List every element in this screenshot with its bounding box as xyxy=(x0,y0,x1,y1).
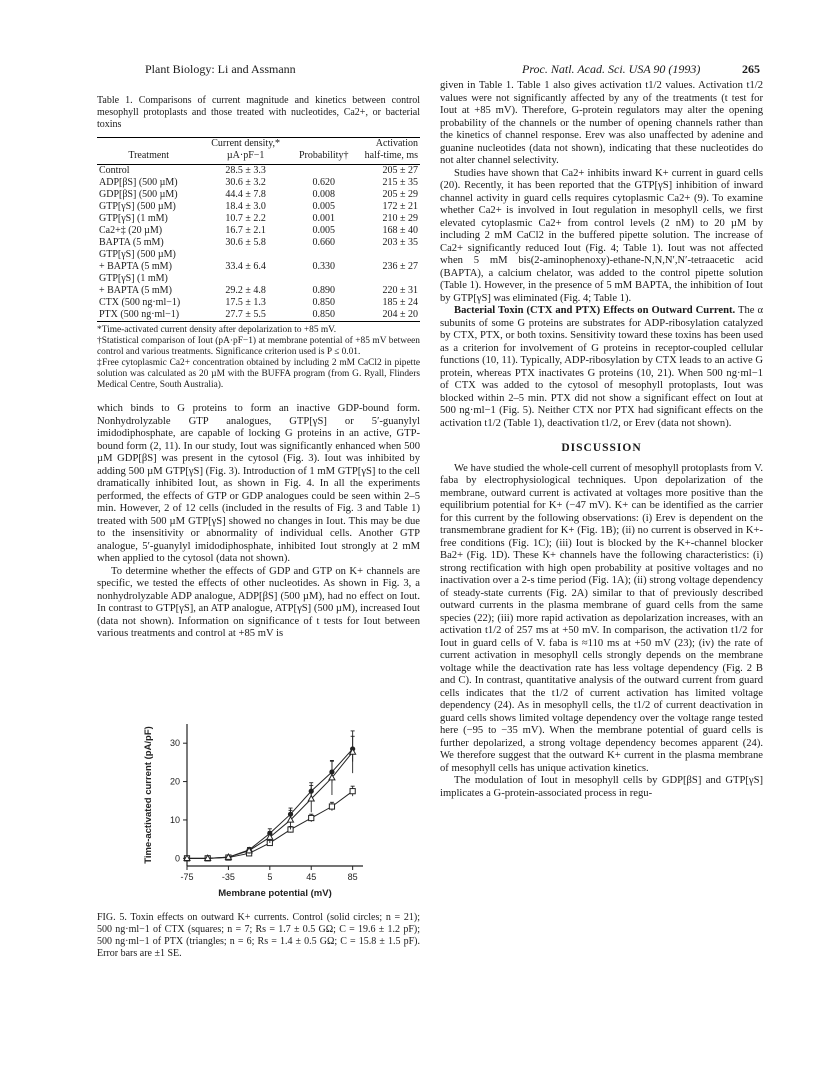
table-cell: GDP[βS] (500 µM) xyxy=(99,189,178,200)
table-cell: GTP[γS] (1 mM) xyxy=(99,213,168,224)
table-cell: 30.6 ± 5.8 xyxy=(225,237,266,248)
table-cell: 185 ± 24 xyxy=(382,297,418,308)
body-paragraph: The modulation of Iout in mesophyll cells by GDP[βS] and GTP[γS] implicates a G-protein-associated process in regu- xyxy=(440,775,763,799)
table-cell: 10.7 ± 2.2 xyxy=(225,213,266,224)
data-point-ctx xyxy=(309,815,314,820)
figure-5-caption: FIG. 5. Toxin effects on outward K+ currents. Control (solid circles; n = 21); 500 ng·ml−1 of CTX (squares; n = 7; Rs = 1.7 ± 0.5 GΩ; C = 19.6 ± 1.2 pF); 500 ng·ml−1 of PTX (triangles; n = 6; Rs = 1.4 ± 0.5 GΩ; C = 15.8 ± 1.5 pF). Error bars are ±1 SE. xyxy=(97,912,420,959)
x-axis-label: Membrane potential (mV) xyxy=(218,888,332,899)
table1-header: Treatment xyxy=(97,138,200,165)
table-cell: BAPTA (5 mM) xyxy=(99,237,164,248)
table-cell xyxy=(200,273,291,285)
table-row xyxy=(97,261,420,273)
figure-5 xyxy=(135,716,385,901)
table-cell: 215 ± 35 xyxy=(382,177,418,188)
table-cell: GTP[γS] (1 mM) xyxy=(99,273,168,284)
figure-5-chart xyxy=(135,716,385,901)
section-heading-toxin: Bacterial Toxin (CTX and PTX) Effects on Outward Current. xyxy=(454,305,736,316)
data-point-ctx xyxy=(350,789,355,794)
data-point-ctx xyxy=(329,804,334,809)
table-cell: Ca2+‡ (20 µM) xyxy=(99,225,163,236)
table-cell: 0.005 xyxy=(312,201,335,212)
discussion-heading: DISCUSSION xyxy=(561,442,642,454)
table-cell xyxy=(291,249,357,261)
table-cell: Control xyxy=(99,165,130,176)
x-tick-label: -35 xyxy=(221,872,235,882)
table-cell: 0.330 xyxy=(312,261,335,272)
table-cell: 16.7 ± 2.1 xyxy=(225,225,266,236)
table-cell: 17.5 ± 1.3 xyxy=(225,297,266,308)
table-row xyxy=(97,309,420,322)
right-column xyxy=(440,80,763,800)
table-row xyxy=(97,177,420,189)
table-row xyxy=(97,285,420,297)
table-cell: + BAPTA (5 mM) xyxy=(99,261,172,272)
table-cell: CTX (500 ng·ml−1) xyxy=(99,297,181,308)
y-tick-label: 10 xyxy=(169,814,180,825)
table-cell xyxy=(357,273,420,285)
table-row xyxy=(97,249,420,261)
table-cell: 0.005 xyxy=(312,225,335,236)
table-cell: 0.620 xyxy=(312,177,335,188)
table1 xyxy=(97,137,420,322)
table-cell: ADP[βS] (500 µM) xyxy=(99,177,178,188)
table1-footnote: ‡Free cytoplasmic Ca2+ concentration obtained by including 2 mM CaCl2 in pipette solution was calculated as 20 µM with the BUFFA program (from G. Ryall, Flinders Medical Centre, South Australia). xyxy=(97,358,420,390)
body-paragraph: which binds to G proteins to form an inactive GDP-bound form. Nonhydrolyzable GTP analogues, GTP[γS] or 5′-guanylyl imidodiphosphate, are capable of locking G proteins in an active, GTP-bound form (2, 11). In our study, Iout was significantly enhanced when 500 µM GDP[βS] was present in the cytosol (Fig. 3). Iout was inhibited by adding 500 µM GTP[γS] (Fig. 3). Introduction of 1 mM GTP[γS] to the cell dramatically inhibited Iout, as shown in Fig. 4. In all the experiments performed, the effects of GTP or GDP analogues could be seen within 2–5 min. However, 2 of 12 cells (included in the results of Fig. 3 and Table 1) treated with 500 µM GTP[γS] showed no changes in Iout. This may be due to the insensitivity or abnormality of individual cells. Another GTP analogue, 5′-guanylyl imidodiphosphate, inhibited Iout strongly at 2 mM when applied to the cytosol (data not shown). xyxy=(97,403,420,564)
table-cell xyxy=(291,273,357,285)
table-cell: 210 ± 29 xyxy=(382,213,418,224)
left-column xyxy=(97,95,420,641)
table-cell: 220 ± 31 xyxy=(382,285,418,296)
y-tick-label: 20 xyxy=(169,776,180,787)
table-cell: 27.7 ± 5.5 xyxy=(200,309,291,322)
table-cell: 0.660 xyxy=(312,237,335,248)
running-header-left: Plant Biology: Li and Assmann xyxy=(145,62,296,76)
table-row xyxy=(97,237,420,249)
table-cell xyxy=(200,249,291,261)
page-number: 265 xyxy=(742,62,760,76)
table-cell: 0.890 xyxy=(312,285,335,296)
table-cell xyxy=(291,165,357,178)
body-paragraph: To determine whether the effects of GDP and GTP on K+ channels are specific, we tested the effects of other nucleotides. As shown in Fig. 3, a nonhydrolyzable ADP analogue, ADP[βS] (500 µM), had no effect on Iout. In contrast to GTP[γS], an ATP analogue, ATP[γS] (500 µM), increased Iout (data not shown). Information on significance of t tests for Iout between various treatments and control at +85 mV is xyxy=(97,565,420,639)
table-cell: PTX (500 ng·ml−1) xyxy=(97,309,200,322)
table-cell: 172 ± 21 xyxy=(382,201,418,212)
table-cell: 0.850 xyxy=(312,297,335,308)
table-row xyxy=(97,213,420,225)
series-line-ctx xyxy=(187,791,353,858)
x-tick-label: -75 xyxy=(180,872,194,882)
table-cell: 33.4 ± 6.4 xyxy=(225,261,266,272)
running-header-journal: Proc. Natl. Acad. Sci. USA 90 (1993) xyxy=(522,62,701,76)
table-cell: 18.4 ± 3.0 xyxy=(225,201,266,212)
table-cell: 29.2 ± 4.8 xyxy=(225,285,266,296)
y-tick-label: 30 xyxy=(169,738,180,749)
table-row xyxy=(97,201,420,213)
table-cell: 28.5 ± 3.3 xyxy=(225,165,266,176)
table-cell: 236 ± 27 xyxy=(382,261,418,272)
y-axis-label: Time-activated current (pA/pF) xyxy=(143,726,154,864)
table-row xyxy=(97,273,420,285)
table-row xyxy=(97,189,420,201)
table-cell: GTP[γS] (500 µM) xyxy=(99,201,176,212)
table-cell: 0.001 xyxy=(312,213,335,224)
table1-header: Probability† xyxy=(291,138,357,165)
table-cell: 205 ± 29 xyxy=(382,189,418,200)
table-cell: GTP[γS] (500 µM) xyxy=(99,249,176,260)
table1-header: Activation half-time, ms xyxy=(357,138,420,165)
table1-caption: Table 1. Comparisons of current magnitude and kinetics between control mesophyll protoplasts and those treated with nucleotides, Ca2+, or bacterial toxins xyxy=(97,95,420,130)
x-tick-label: 45 xyxy=(306,872,317,882)
table-row xyxy=(97,297,420,309)
table-cell: 44.4 ± 7.8 xyxy=(225,189,266,200)
table-cell: 204 ± 20 xyxy=(357,309,420,322)
table-row xyxy=(97,225,420,237)
table-cell: 30.6 ± 3.2 xyxy=(225,177,266,188)
body-paragraph: The α subunits of some G proteins are substrates for ADP-ribosylation catalyzed by CTX, PTX, or both toxins. Sensitivity toward these toxins has been used as a criterion for involvement of G proteins in receptor-coupled cellular functions (10, 11). Typically, ADP-ribosylation by CTX leads to an active G protein, whereas PTX inactivates G proteins (10, 21). When 500 ng·ml−1 of CTX was added to the cytosol of mesophyll protoplasts, Iout was blocked within 2–5 min. PTX did not show a significant effect on Iout at 500 ng·ml−1 (Fig. 5). Neither CTX nor PTX had significant effects on the activation t1/2 (Table 1), deactivation t1/2, or Erev (data not shown). xyxy=(440,305,763,429)
x-tick-label: 85 xyxy=(347,872,358,882)
table-row xyxy=(97,165,420,178)
table1-header: Current density,* µA·pF−1 xyxy=(200,138,291,165)
table1-footnote: †Statistical comparison of Iout (pA·pF−1) at membrane potential of +85 mV between control and various treatments. Significance criterion used is P ≤ 0.01. xyxy=(97,336,420,357)
table-cell xyxy=(357,249,420,261)
body-paragraph: given in Table 1. Table 1 also gives activation t1/2 values. Activation t1/2 values were not significantly affected by any of the treatments (t test for Iout at +85 mV). Therefore, G-protein regulators may alter the opening probability of the channels or the number of opening channels rather than the kinetics of channel response. Erev was also unaffected by adenine and guanine nucleotides (data not shown), indicating that these nucleotides do not alter channel selectivity. xyxy=(440,80,763,166)
table1-footnote: *Time-activated current density after depolarization to +85 mV. xyxy=(97,325,337,335)
table-cell: 205 ± 27 xyxy=(382,165,418,176)
table-cell: + BAPTA (5 mM) xyxy=(99,285,172,296)
x-tick-label: 5 xyxy=(267,872,273,882)
table-cell: 0.850 xyxy=(291,309,357,322)
body-paragraph: Studies have shown that Ca2+ inhibits inward K+ current in guard cells (20). Recently, it has been reported that the GTP[γS] inhibition of inward channel activity in guard cells requires cytoplasmic Ca2+ (9). To examine whether Ca2+ is involved in Iout regulation in mesophyll cells, we first elevated cytoplasmic Ca2+ from control levels (2 nM) to 20 µM by including 2 mM CaCl2 in the buffered pipette solution. The increase of Ca2+ significantly reduced Iout (Fig. 4; Table 1). Iout was not affected when 5 mM bis(2-aminophenoxy)-ethane-N,N,N′,N′-tetraacetic acid (BAPTA), a calcium chelator, was added to the control pipette solution (Table 1). However, in the presence of 5 mM BAPTA, the inhibition of Iout by GTP[γS] was eliminated (Fig. 4; Table 1). xyxy=(440,167,763,304)
table-cell: 168 ± 40 xyxy=(382,225,418,236)
body-paragraph: We have studied the whole-cell current of mesophyll protoplasts from V. faba by electrophysiological techniques. Upon depolarization of the membrane, outward current is activated at voltages more positive than the equilibrium potential for K+ (−47 mV). K+ can be identified as the carrier for this current by the following observations: (i) Erev is dependent on the transmembrane gradient for K+ (Fig. 1B); (ii) no current is observed in K+-free conditions (Fig. 1C); (iii) Iout is blocked by the K+-channel blocker Ba2+ (Fig. 1D). These K+ channels have the following characteristics: (i) strong rectification with high open probability at positive voltages and no inactivation over a 2-s time period (Fig. 1A); (ii) strong voltage dependency of steady-state currents (Fig. 2A) similar to that of previously described outward currents in the plasma membrane of guard cells from the same species (22); (iii) more rapid activation as depolarization increases, with an activation t1/2 of 257 ms at +50 mV. In comparison, the activation t1/2 for Iout in guard cells of V. faba is ≈110 ms at +50 mV (23); (iv) the rate of current activation in mesophyll cells strongly depends on the membrane voltage while the deactivation rate has less voltage dependency (Fig. 2 B and C). In contrast, quantitative analysis of the outward current from guard cells indicates that the t1/2 of current activation has limited voltage dependency (24). As in mesophyll cells, the t1/2 of current deactivation in guard cells shows limited voltage dependency over the voltage range tested here (−95 to −35 mV). When the membrane potential of guard cells is further depolarized, a strong voltage dependency becomes apparent (24). We therefore suggest that the outward K+ current in the plasma membrane of mesophyll cells has unique activation kinetics. xyxy=(440,462,763,774)
table-cell: 0.008 xyxy=(312,189,335,200)
y-tick-label: 0 xyxy=(174,853,180,864)
table-cell: 203 ± 35 xyxy=(382,237,418,248)
